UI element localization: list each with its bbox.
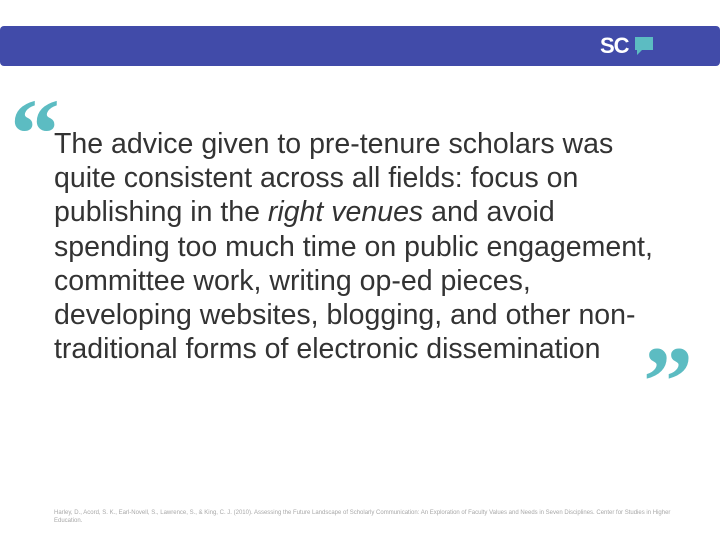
citation: Harley, D., Acord, S. K., Earl-Novell, S., Lawrence, S., & King, C. J. (2010). Assessing the Future Landscape of Scholarly Communication: An Exploration of Faculty Values and Needs in Seven Disciplines. Center for Studies in Higher Education. xyxy=(54,510,671,524)
quote-text xyxy=(54,127,654,366)
logo xyxy=(600,34,655,58)
quote-emphasis: right venues xyxy=(267,196,424,229)
speech-bubble-icon xyxy=(633,35,655,57)
open-quote-mark: “ xyxy=(10,78,60,189)
logo-text: SC xyxy=(600,33,629,58)
close-quote-mark: ” xyxy=(643,326,693,437)
quote-text-before: The advice given to pre-tenure scholars was quite consistent across all fields: focus on publishing in the xyxy=(54,128,614,229)
quote-text-after: and avoid spending too much time on public engagement, committee work, writing op-ed pieces, developing websites, blogging, and other non-traditional forms of electronic dissemination xyxy=(54,196,653,366)
